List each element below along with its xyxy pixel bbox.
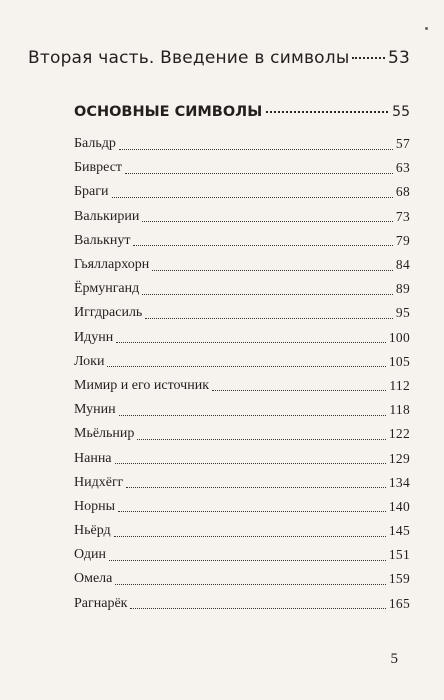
toc-entry (74, 519, 410, 543)
toc-entry (74, 277, 410, 301)
toc-entry (74, 205, 410, 229)
dot-leader (112, 197, 393, 198)
toc-entry-label: Идунн (74, 329, 114, 345)
toc-entry-label: Ёрмунганд (74, 281, 140, 297)
toc-entry (74, 592, 410, 616)
dot-leader (133, 245, 392, 246)
dot-leader (115, 584, 385, 585)
toc-entry-page: 145 (388, 523, 410, 539)
toc-entry (74, 350, 410, 374)
toc-entry-label: Нидхёгг (74, 474, 124, 490)
dot-leader (142, 294, 393, 295)
toc-entry-label: Мунин (74, 402, 116, 418)
toc-entry-page: 151 (388, 547, 410, 563)
toc-entry-page: 159 (388, 571, 410, 587)
dot-leader (145, 318, 393, 319)
dot-leader (130, 608, 385, 609)
toc-entry (74, 253, 410, 277)
toc-entry-page: 57 (395, 136, 410, 152)
toc-entry (74, 180, 410, 204)
toc-entry-page: 165 (388, 595, 410, 611)
toc-part-heading (28, 48, 410, 68)
toc-entry (74, 446, 410, 470)
toc-entry (74, 471, 410, 495)
toc-entry-page: 68 (395, 184, 410, 200)
toc-entry (74, 132, 410, 156)
dot-leader (109, 560, 386, 561)
toc-entry (74, 301, 410, 325)
dot-leader (266, 111, 388, 113)
toc-entry-page: 63 (395, 160, 410, 176)
toc-entry-page: 140 (388, 498, 410, 514)
toc-entry-list (74, 132, 410, 616)
toc-entry-page: 73 (395, 208, 410, 224)
toc-entry-label: Гьяллархорн (74, 257, 150, 273)
section-page-number: 55 (392, 104, 410, 120)
toc-entry-label: Валькирии (74, 208, 140, 224)
toc-entry-label: Мимир и его источник (74, 377, 209, 393)
toc-entry-label: Иггдрасиль (74, 305, 143, 321)
toc-entry-label: Ньёрд (74, 523, 111, 539)
toc-entry (74, 422, 410, 446)
toc-entry-page: 79 (395, 232, 410, 248)
toc-entry (74, 229, 410, 253)
toc-entry-label: Мьёльнир (74, 426, 135, 442)
dot-leader (142, 221, 393, 222)
part-title: Вторая часть. Введение в символы (28, 48, 350, 68)
toc-entry-label: Биврест (74, 160, 123, 176)
toc-entry-label: Валькнут (74, 232, 131, 248)
toc-entry (74, 326, 410, 350)
toc-entry (74, 398, 410, 422)
dot-leader (352, 57, 384, 59)
dot-leader (116, 342, 386, 343)
toc-entry (74, 156, 410, 180)
toc-entry-page: 84 (395, 257, 410, 273)
toc-entry-page: 95 (395, 305, 410, 321)
toc-entry-label: Бальдр (74, 136, 116, 152)
section-title: ОСНОВНЫЕ СИМВОЛЫ (74, 104, 263, 120)
dot-leader (152, 270, 393, 271)
corner-mark (425, 27, 428, 30)
dot-leader (212, 390, 386, 391)
toc-entry-label: Рагнарёк (74, 595, 128, 611)
toc-entry-label: Локи (74, 353, 105, 369)
dot-leader (126, 487, 385, 488)
toc-entry (74, 543, 410, 567)
toc-entry-label: Омела (74, 571, 113, 587)
toc-entry-page: 134 (388, 474, 410, 490)
dot-leader (119, 149, 393, 150)
toc-entry-page: 122 (388, 426, 410, 442)
page-number: 5 (390, 651, 398, 667)
part-page-number: 53 (387, 48, 410, 68)
toc-entry (74, 495, 410, 519)
toc-entry-label: Нанна (74, 450, 112, 466)
toc-section-heading (74, 104, 410, 120)
dot-leader (115, 463, 386, 464)
dot-leader (119, 415, 387, 416)
toc-entry-page: 129 (388, 450, 410, 466)
toc-entry-page: 112 (389, 377, 410, 393)
toc-entry-label: Один (74, 547, 107, 563)
toc-entry-label: Норны (74, 498, 116, 514)
toc-entry-page: 100 (388, 329, 410, 345)
dot-leader (137, 439, 385, 440)
dot-leader (125, 173, 393, 174)
toc-entry (74, 374, 410, 398)
toc-entry (74, 567, 410, 591)
toc-entry-page: 89 (395, 281, 410, 297)
toc-entry-page: 118 (389, 402, 410, 418)
toc-entry-label: Браги (74, 184, 109, 200)
toc-entry-page: 105 (388, 353, 410, 369)
dot-leader (118, 511, 386, 512)
dot-leader (107, 366, 385, 367)
dot-leader (114, 536, 386, 537)
